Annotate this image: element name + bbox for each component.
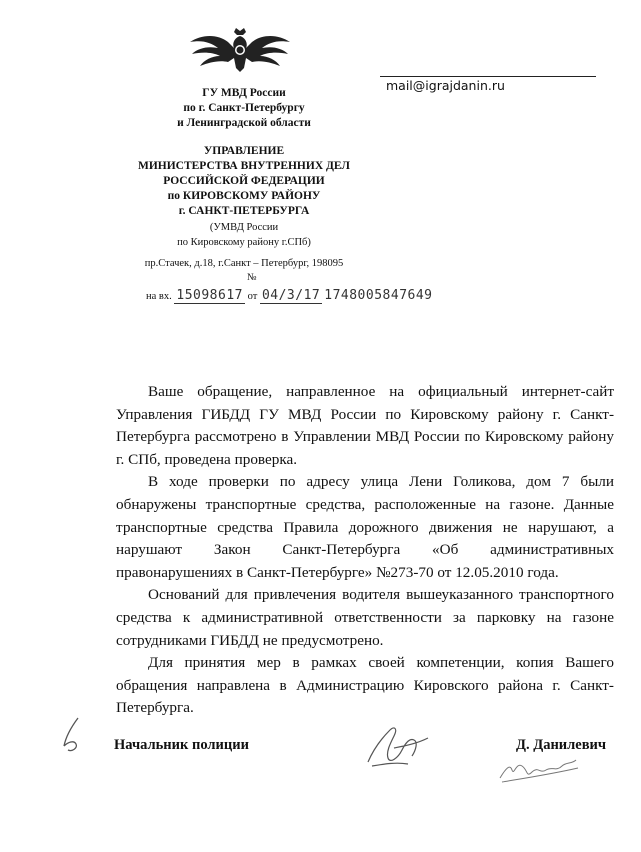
body-paragraph: Оснований для привлечения водителя вышеуказанного транспортного средства к административной ответственности за парковку на газоне сотрудниками ГИБДД не предусмотрено. — [116, 586, 614, 649]
dept-line: МИНИСТЕРСТВА ВНУТРЕННИХ ДЕЛ — [137, 160, 351, 172]
recipient-divider — [380, 76, 596, 77]
letter-body — [116, 381, 614, 720]
short-line: по Кировскому району г.СПб) — [177, 237, 311, 248]
incoming-number: 15098617 — [176, 288, 243, 303]
incoming-reference — [146, 288, 435, 304]
dept-short-name — [130, 220, 358, 250]
org-line: и Ленинградской области — [177, 117, 311, 129]
incoming-label: на вх. — [146, 291, 172, 302]
signatory-name: Д. Данилевич — [516, 737, 607, 753]
handwritten-signature — [364, 718, 434, 770]
body-paragraph: В ходе проверки по адресу улица Лени Голикова, дом 7 были обнаружены транспортные средства, расположенные на газоне. Данные транспортные средства Правила дорожного движения не нарушают, а нарушают Закон Санкт-Петербурга «Об административных правонарушениях в Санкт-Петербурге» №273-70 от 12.05.2010 года. — [116, 473, 614, 581]
dept-line: г. САНКТ-ПЕТЕРБУРГА — [178, 205, 310, 217]
dept-address: пр.Стачек, д.18, г.Санкт – Петербург, 198095 — [144, 258, 344, 269]
recipient-email: mail@igrajdanin.ru — [386, 78, 505, 93]
incoming-date: 04/3/17 — [261, 288, 321, 303]
outgoing-number-label: № — [247, 272, 257, 283]
short-line: (УМВД России — [209, 222, 279, 233]
eagle-emblem-icon — [188, 28, 292, 74]
dept-header — [106, 144, 382, 219]
dept-line: по КИРОВСКОМУ РАЙОНУ — [167, 190, 321, 202]
date-label: от — [247, 291, 258, 302]
margin-mark-scribble — [54, 714, 94, 754]
signatory-title: Начальник полиции — [114, 737, 249, 753]
body-paragraph: Ваше обращение, направленное на официальный интернет-сайт Управления ГИБДД ГУ МВД России по Кировскому району г. Санкт-Петербурга рассмотрено в Управлении МВД России по Кировскому району г. СПб, проведена проверка. — [116, 383, 614, 468]
dept-line: УПРАВЛЕНИЕ — [203, 145, 285, 157]
body-paragraph: Для принятия мер в рамках своей компетенции, копия Вашего обращения направлена в Администрацию Кировского района г. Санкт-Петербурга. — [116, 654, 614, 717]
org-header — [148, 86, 340, 131]
org-line: по г. Санкт-Петербургу — [183, 102, 305, 114]
incoming-ref-number: 1748005847649 — [324, 288, 433, 303]
dept-line: РОССИЙСКОЙ ФЕДЕРАЦИИ — [163, 175, 325, 187]
initials-scribble — [496, 754, 582, 784]
org-line: ГУ МВД России — [202, 87, 286, 99]
